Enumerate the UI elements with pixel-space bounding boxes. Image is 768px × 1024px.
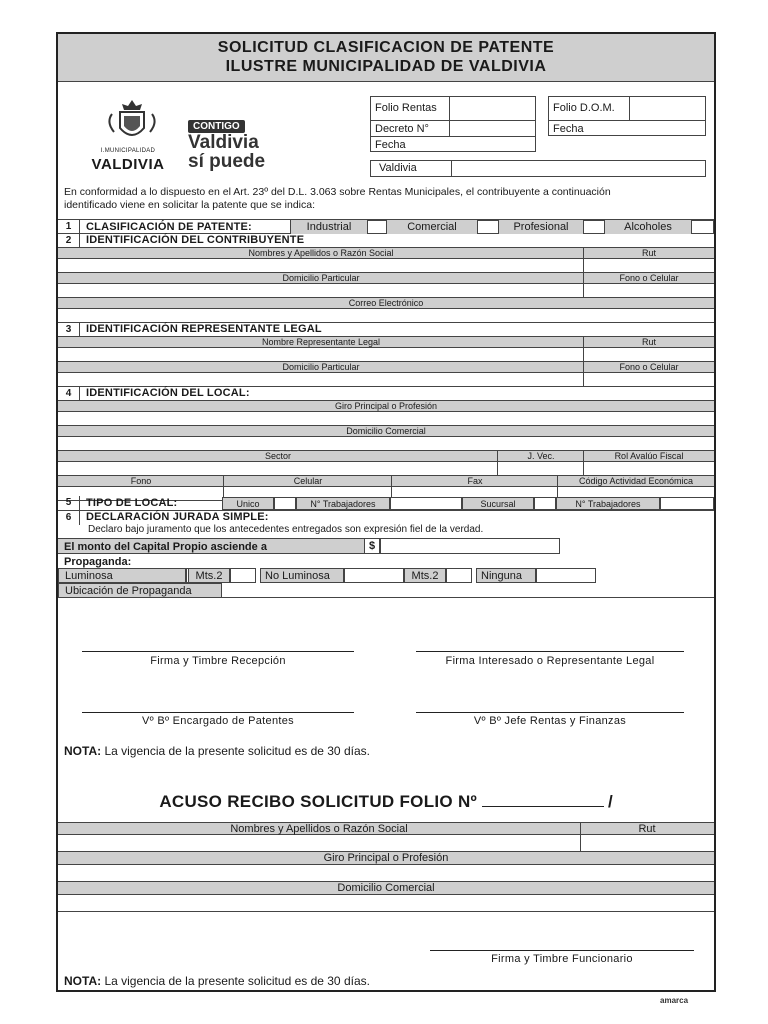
acuso-giro-label: Giro Principal o Profesión [323,852,449,864]
form-title-line1: SOLICITUD CLASIFICACION DE PATENTE [217,39,555,56]
propaganda-title: Propaganda: [64,556,132,568]
signature-line-encargado [82,712,354,713]
representante-name-field[interactable] [58,348,583,361]
acuso-folio-field[interactable] [482,793,604,807]
section-5-row [58,496,714,511]
municipal-logo [78,96,178,176]
fono-label-row [58,476,714,487]
acuso-name-row [58,835,714,852]
application-form [56,32,716,992]
contribuyente-domicilio-field[interactable] [58,284,583,297]
sector-row [58,462,714,476]
valdivia-box [370,160,706,177]
section-6-number: 6 [58,511,80,525]
decreto-label: Decreto N° [375,123,429,135]
capital-field[interactable] [380,538,560,554]
rentas-box [370,96,536,152]
section-2-number: 2 [58,234,80,247]
section-1-number: 1 [58,220,80,234]
option-profesional: Profesional [499,220,583,234]
sucursal-checkbox[interactable] [534,497,556,510]
fecha-rentas-field[interactable] [431,138,534,151]
rol-field[interactable] [584,462,714,475]
intro-line1: En conformidad a lo dispuesto en el Art. 23º del D.L. 3.063 sobre Rentas Municipales, el contribuyente a continuación [64,186,611,198]
checkbox-alcoholes[interactable] [691,220,714,234]
mts-no-luminosa-field[interactable] [446,568,472,583]
jvec-field[interactable] [498,462,583,475]
acuso-slash: / [607,792,613,811]
acuso-rut-label: Rut [638,823,656,835]
representante-label-row [58,337,714,348]
contigo-badge: CONTIGO [188,120,245,133]
local-celular-label: Celular [293,476,323,486]
trabajadores-sucursal-field[interactable] [660,497,714,510]
nota-2 [64,974,370,988]
correo-label-row [58,298,714,309]
giro-field[interactable] [58,412,714,426]
nota-2-text: La vigencia de la presente solicitud es de 30 días. [104,974,370,988]
intro-text [64,186,714,212]
form-header [58,34,714,82]
ubicacion-label: Ubicación de Propaganda [58,583,222,598]
option-alcoholes: Alcoholes [605,220,691,234]
representante-domicilio-row [58,373,714,387]
contribuyente-rut-field[interactable] [584,259,714,272]
luminosa-label: Luminosa [58,568,186,583]
unico-option: Unico [222,497,274,510]
sector-label-row [58,451,714,462]
representante-name-row [58,348,714,362]
capital-label: El monto del Capital Propio asciende a [58,538,364,554]
acuso-domicilio-label-row [58,882,714,895]
mts-no-luminosa-label: Mts.2 [404,568,446,583]
decreto-field[interactable] [450,122,534,136]
form-title-line2: ILUSTRE MUNICIPALIDAD DE VALDIVIA [225,58,547,75]
local-domicilio-field[interactable] [58,437,714,451]
acuso-name-label-row [58,822,714,835]
representante-name-label: Nombre Representante Legal [261,337,381,347]
contribuyente-name-field[interactable] [58,259,583,272]
acuso-giro-label-row [58,852,714,865]
contribuyente-fono-field[interactable] [584,284,714,297]
codigo-label: Código Actividad Económica [578,476,694,486]
giro-label-row [58,401,714,412]
representante-domicilio-label-row [58,362,714,373]
trabajadores-unico-label: N° Trabajadores [296,497,390,510]
section-5-number: 5 [58,496,80,510]
section-2-title: IDENTIFICACIÓN DEL CONTRIBUYENTE [86,234,305,246]
no-luminosa-field[interactable] [344,568,404,583]
acuso-rut-field[interactable] [581,835,714,851]
option-comercial: Comercial [387,220,477,234]
contribuyente-fono-label: Fono o Celular [619,273,679,283]
acuso-name-label: Nombres y Apellidos o Razón Social [230,823,408,835]
section-4-header [58,387,714,401]
nota-1-text: La vigencia de la presente solicitud es de 30 días. [104,744,370,758]
valdivia-date-field[interactable] [452,161,705,176]
mts-luminosa-field[interactable] [230,568,256,583]
section-4-number: 4 [58,387,80,400]
fecha-dom-label: Fecha [553,123,584,135]
coat-of-arms-icon [102,96,162,144]
signature-label-jefe: Vº Bº Jefe Rentas y Finanzas [473,715,627,727]
contribuyente-domicilio-row [58,284,714,298]
section-3-header [58,323,714,337]
folio-rentas-field[interactable] [450,98,534,120]
acuso-name-field[interactable] [58,835,580,851]
signature-line-jefe [416,712,684,713]
representante-rut-label: Rut [641,337,656,347]
local-domicilio-label-row [58,426,714,437]
section-2-header [58,234,714,248]
nota-1-label: NOTA: [64,744,102,758]
capital-currency: $ [364,538,380,554]
representante-domicilio-field[interactable] [58,373,583,386]
checkbox-profesional[interactable] [583,220,605,234]
representante-fono-field[interactable] [584,373,714,386]
contribuyente-name-row [58,259,714,273]
representante-fono-label: Fono o Celular [619,362,679,372]
giro-label: Giro Principal o Profesión [334,401,438,411]
contribuyente-rut-label: Rut [641,248,656,258]
mts-luminosa-label: Mts.2 [188,568,230,583]
printer-mark: amarca [660,996,689,1005]
signature-line-interesado [416,651,684,652]
declaration-text: Declaro bajo juramento que los antecedentes entregados son expresión fiel de la verdad. [88,524,484,535]
nota-2-label: NOTA: [64,974,102,988]
local-fono-label: Fono [130,476,152,486]
option-industrial: Industrial [291,220,367,234]
section-6-title: DECLARACIÓN JURADA SIMPLE: [86,511,269,523]
signature-line-funcionario [430,950,694,951]
fecha-dom-field[interactable] [609,122,704,135]
representante-domicilio-label: Domicilio Particular [282,362,360,372]
section-6 [58,511,714,537]
contribuyente-name-label: Nombres y Apellidos o Razón Social [248,248,394,258]
section-4-title: IDENTIFICACIÓN DEL LOCAL: [86,387,250,399]
section-3-number: 3 [58,323,80,336]
dom-box [548,96,706,136]
checkbox-industrial[interactable] [367,220,387,234]
section-1-title: CLASIFICACIÓN DE PATENTE: [86,221,252,233]
sector-label: Sector [264,451,291,461]
correo-label: Correo Electrónico [348,298,424,308]
acuso-domicilio-label: Domicilio Comercial [337,882,435,894]
municipal-name: VALDIVIA [91,156,165,173]
section-1-row [58,219,714,234]
representante-rut-field[interactable] [584,348,714,361]
checkbox-comercial[interactable] [477,220,499,234]
ninguna-field[interactable] [536,568,596,583]
jvec-label: J. Vec. [527,451,555,461]
signature-label-recepcion: Firma y Timbre Recepción [150,655,286,667]
correo-field[interactable] [58,309,714,323]
sector-field[interactable] [58,462,497,475]
signature-label-interesado: Firma Interesado o Representante Legal [445,655,655,667]
folio-rentas-label: Folio Rentas [375,102,437,114]
acuso-title-row [58,792,714,812]
valdivia-label: Valdivia [379,162,417,174]
ubicacion-field[interactable] [222,583,714,598]
municipal-small-text: I.MUNICIPALIDAD [100,148,156,154]
rol-label: Rol Avalúo Fiscal [614,451,684,461]
folio-dom-field[interactable] [630,98,704,120]
slogan-logo [188,120,288,176]
acuso-giro-field[interactable] [58,865,714,882]
folio-dom-label: Folio D.O.M. [553,102,615,114]
section-5-title: TIPO DE LOCAL: [86,497,178,509]
local-fax-label: Fax [467,476,483,486]
trabajadores-unico-field[interactable] [390,497,462,510]
contribuyente-domicilio-label: Domicilio Particular [282,273,360,283]
signature-label-funcionario: Firma y Timbre Funcionario [491,953,633,965]
slogan-line2: sí puede [188,151,266,172]
acuso-domicilio-field[interactable] [58,895,714,912]
contribuyente-label-row [58,248,714,259]
section-3-title: IDENTIFICACIÓN REPRESENTANTE LEGAL [86,323,322,335]
signature-line-recepcion [82,651,354,652]
intro-line2: identificado viene en solicitar la patente que se indica: [64,199,315,211]
ninguna-label: Ninguna [476,568,536,583]
contribuyente-domicilio-label-row [58,273,714,284]
no-luminosa-label: No Luminosa [260,568,344,583]
slogan-line1: Valdivia [188,132,259,153]
fecha-rentas-label: Fecha [375,139,406,151]
local-domicilio-label: Domicilio Comercial [346,426,426,436]
unico-checkbox[interactable] [274,497,296,510]
trabajadores-sucursal-label: N° Trabajadores [556,497,660,510]
signature-label-encargado: Vº Bº Encargado de Patentes [142,715,294,727]
acuso-title: ACUSO RECIBO SOLICITUD FOLIO Nº [159,792,478,811]
sucursal-option: Sucursal [462,497,534,510]
nota-1 [64,744,370,758]
